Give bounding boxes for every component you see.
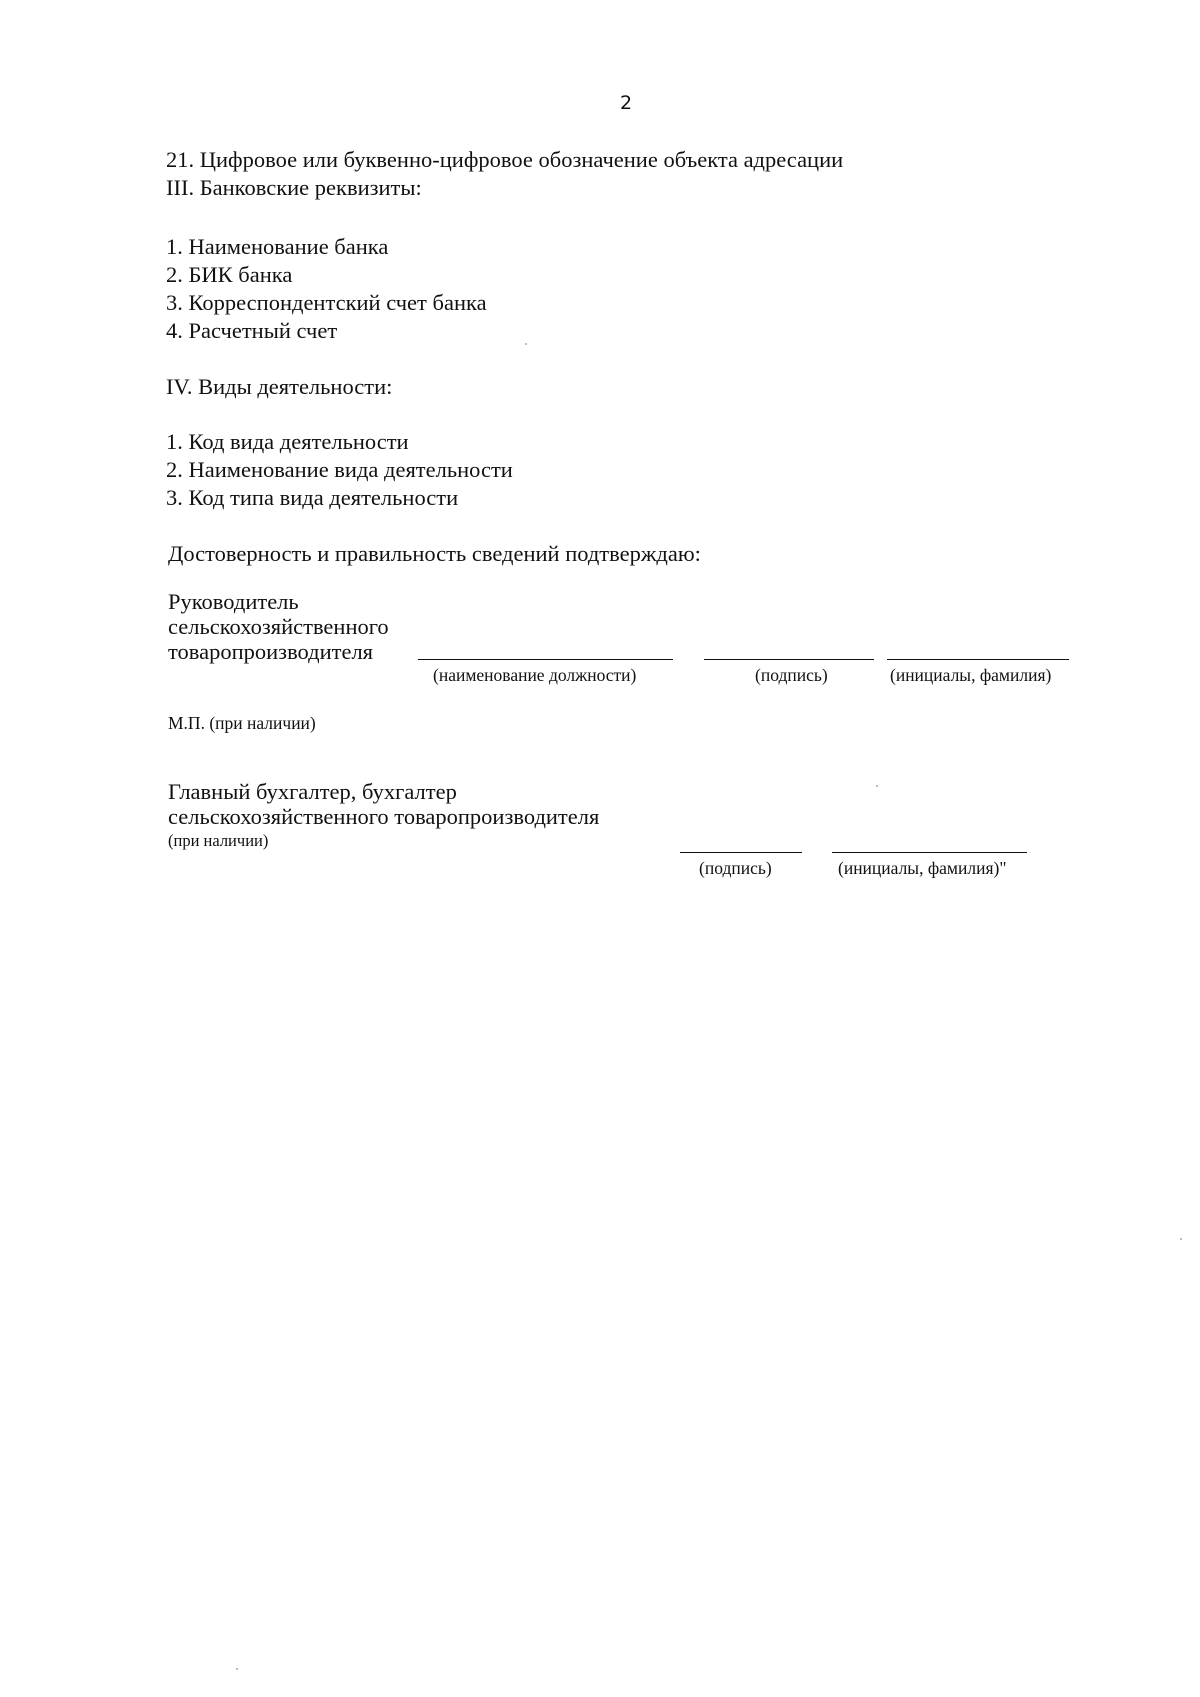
scan-speck: [525, 343, 527, 345]
accountant-note: (при наличии): [168, 831, 269, 850]
head-title-line-1: Руководитель: [168, 589, 299, 614]
bank-item-correspondent-account: 3. Корреспондентский счет банка: [166, 290, 487, 315]
accountant-title-line-2: сельскохозяйственного товаропроизводителя: [168, 804, 600, 829]
position-signature-line: [418, 659, 673, 660]
position-caption: (наименование должности): [433, 665, 637, 685]
bank-item-bik: 2. БИК банка: [166, 262, 293, 287]
section-bank-heading: III. Банковские реквизиты:: [166, 175, 422, 200]
accountant-title-line-1: Главный бухгалтер, бухгалтер: [168, 779, 457, 804]
head-title-line-3: товаропроизводителя: [168, 639, 374, 664]
accountant-signature-caption: (подпись): [699, 858, 772, 878]
scan-speck: [236, 1668, 238, 1670]
head-signature-line: [704, 659, 874, 660]
head-name-caption: (инициалы, фамилия): [890, 665, 1052, 685]
head-title-line-2: сельскохозяйственного: [168, 614, 389, 639]
bank-item-name: 1. Наименование банка: [166, 234, 389, 259]
head-signature-caption: (подпись): [755, 665, 828, 685]
bank-item-settlement-account: 4. Расчетный счет: [166, 318, 338, 343]
accountant-name-line: [832, 852, 1027, 853]
section-activity-heading: IV. Виды деятельности:: [166, 374, 393, 399]
page-number: 2: [619, 92, 633, 114]
activity-item-name: 2. Наименование вида деятельности: [166, 457, 513, 482]
head-name-line: [887, 659, 1069, 660]
seal-note: М.П. (при наличии): [168, 713, 316, 733]
activity-item-type-code: 3. Код типа вида деятельности: [166, 485, 459, 510]
scan-speck: [1180, 1238, 1182, 1240]
activity-item-code: 1. Код вида деятельности: [166, 429, 409, 454]
accountant-name-caption: (инициалы, фамилия)": [838, 858, 1007, 878]
scan-speck: [876, 785, 878, 787]
accountant-signature-line: [680, 852, 802, 853]
confirmation-statement: Достоверность и правильность сведений подтверждаю:: [168, 541, 701, 566]
continuation-item-21: 21. Цифровое или буквенно-цифровое обозначение объекта адресации: [166, 147, 844, 172]
